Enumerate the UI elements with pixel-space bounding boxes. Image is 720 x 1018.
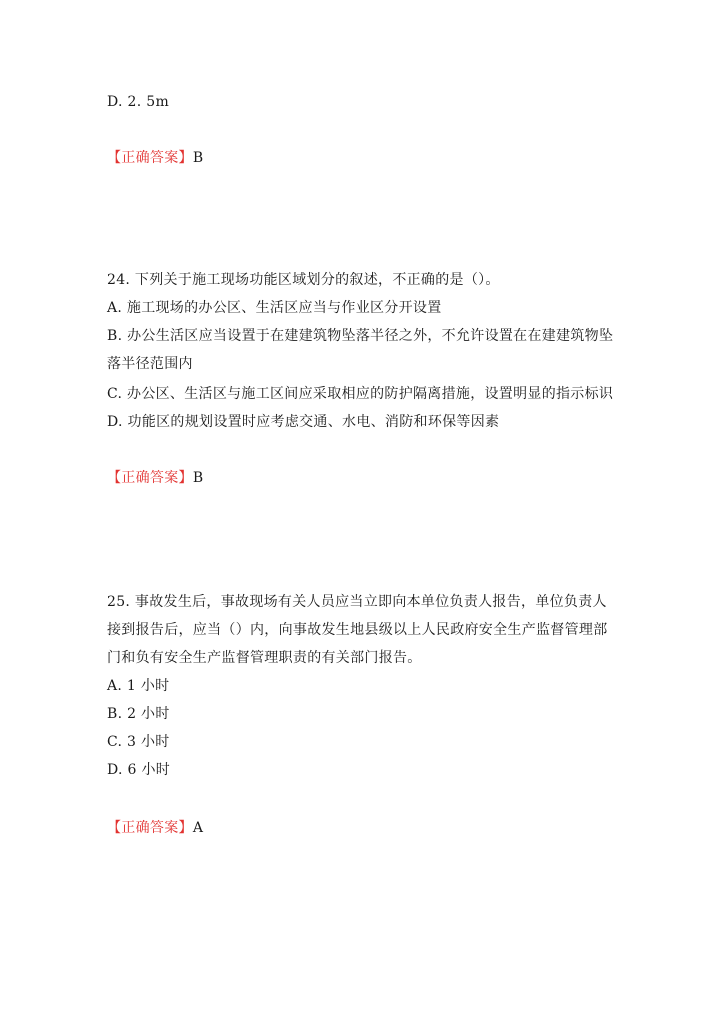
q25-option-a: A. 1 小时 xyxy=(107,678,170,694)
answer-label: 【正确答案】 xyxy=(107,820,193,836)
q23-option-d: D. 2. 5m xyxy=(107,94,170,110)
q25-stem-line3: 门和负有安全生产监督管理职责的有关部门报告。 xyxy=(107,650,422,666)
q25-stem-line2: 接到报告后，应当（）内，向事故发生地县级以上人民政府安全生产监督管理部 xyxy=(107,622,608,638)
answer-value: B xyxy=(192,470,204,486)
answer-label: 【正确答案】 xyxy=(107,150,193,166)
q24-option-a: A. 施工现场的办公区、生活区应当与作业区分开设置 xyxy=(107,300,442,316)
answer-label: 【正确答案】 xyxy=(107,470,193,486)
q25-option-b: B. 2 小时 xyxy=(107,706,170,722)
q24-answer xyxy=(107,468,203,488)
q25-option-d: D. 6 小时 xyxy=(107,762,171,778)
q24-option-b-line1: B. 办公生活区应当设置于在建建筑物坠落半径之外，不允许设置在在建建筑物坠 xyxy=(107,328,614,344)
q25-stem-line1: 25. 事故发生后，事故现场有关人员应当立即向本单位负责人报告，单位负责人 xyxy=(107,594,607,610)
q24-option-c: C. 办公区、生活区与施工区间应采取相应的防护隔离措施，设置明显的指示标识 xyxy=(107,386,614,402)
q24-option-b-line2: 落半径范围内 xyxy=(107,356,193,372)
q25-option-c: C. 3 小时 xyxy=(107,734,170,750)
q24-option-d: D. 功能区的规划设置时应考虑交通、水电、消防和环保等因素 xyxy=(107,414,500,430)
q24-stem: 24. 下列关于施工现场功能区域划分的叙述，不正确的是（）。 xyxy=(107,272,500,288)
answer-value: B xyxy=(192,150,204,166)
q23-answer xyxy=(107,148,203,168)
q25-answer xyxy=(107,818,203,838)
answer-value: A xyxy=(192,820,204,836)
